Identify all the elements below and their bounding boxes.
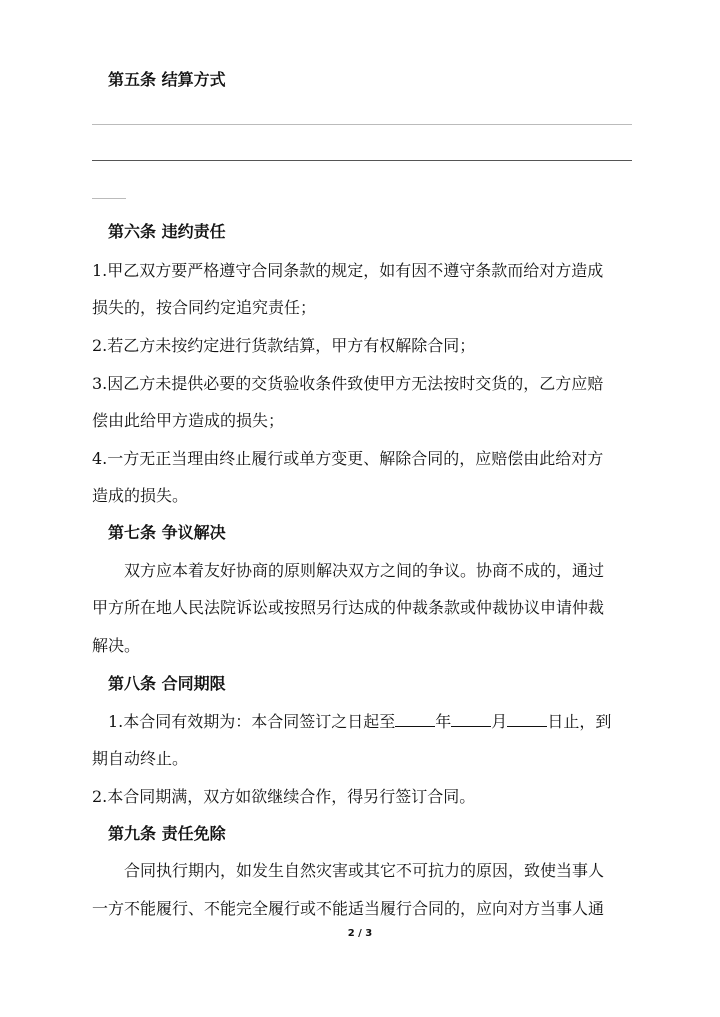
blank-fill-line-2 (92, 160, 632, 161)
day-blank (507, 712, 547, 727)
section-9-line-1: 合同执行期内，如发生自然灾害或其它不可抗力的原因，致使当事人 (124, 861, 605, 880)
section-6-heading: 第六条 违约责任 (108, 222, 226, 241)
section-6-line-6: 4.一方无正当理由终止履行或单方变更、解除合同的，应赔偿由此给对方 (92, 449, 604, 468)
section-6-line-1: 1.甲乙双方要严格遵守合同条款的规定，如有因不遵守条款而给对方造成 (92, 261, 604, 280)
section-8-heading: 第八条 合同期限 (108, 674, 226, 693)
section-8-item-2: 2.本合同期满，双方如欲继续合作，得另行签订合同。 (92, 787, 476, 806)
section-7-line-3: 解决。 (92, 636, 141, 655)
term-text: 1.本合同有效期为：本合同签订之日起至 (108, 712, 396, 731)
blank-fill-line-1 (92, 124, 632, 125)
section-6-line-5: 偿由此给甲方造成的损失； (92, 411, 285, 430)
section-8-item-1-line-1 (108, 712, 611, 732)
section-9-heading: 第九条 责任免除 (108, 824, 226, 843)
page-number: 2 / 3 (347, 928, 373, 939)
section-7-line-1: 双方应本着友好协商的原则解决双方之间的争议。协商不成的，通过 (124, 561, 605, 580)
section-5-heading: 第五条 结算方式 (108, 70, 226, 89)
month-label: 月 (491, 712, 508, 731)
month-blank (451, 712, 491, 727)
section-9-line-2: 一方不能履行、不能完全履行或不能适当履行合同的，应向对方当事人通 (92, 899, 605, 918)
section-7-heading: 第七条 争议解决 (108, 523, 226, 542)
section-6-line-4: 3.因乙方未提供必要的交货验收条件致使甲方无法按时交货的，乙方应赔 (92, 374, 604, 393)
section-6-line-7: 造成的损失。 (92, 486, 189, 505)
blank-fill-line-3 (92, 198, 126, 199)
year-label: 年 (435, 712, 452, 731)
section-8-item-1-line-2: 期自动终止。 (92, 749, 189, 768)
section-6-line-2: 损失的，按合同约定追究责任； (92, 298, 317, 317)
section-7-line-2: 甲方所在地人民法院诉讼或按照另行达成的仲裁条款或仲裁协议申请仲裁 (92, 598, 605, 617)
section-6-line-3: 2.若乙方未按约定进行货款结算，甲方有权解除合同； (92, 336, 476, 355)
year-blank (395, 712, 435, 727)
day-label: 日止，到 (547, 712, 612, 731)
